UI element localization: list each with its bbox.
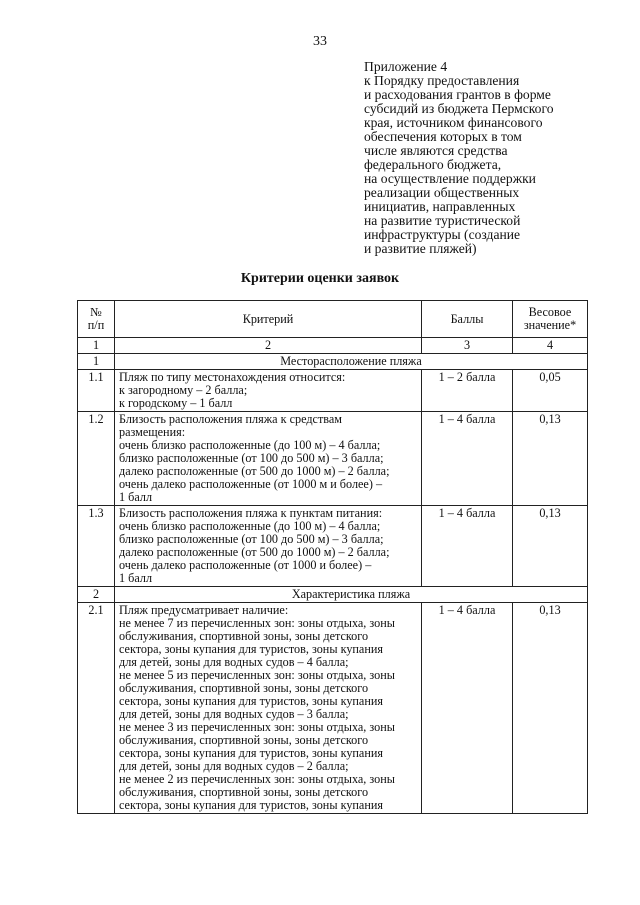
row-criterion <box>115 370 422 412</box>
column-index: 2 <box>115 338 422 354</box>
criteria-table <box>77 300 588 814</box>
row-score: 1 – 2 балла <box>422 370 513 412</box>
row-weight: 0,13 <box>513 412 588 506</box>
criterion-line: не менее 2 из перечисленных зон: зоны отдыха, зоны <box>119 772 395 786</box>
page-number: 33 <box>313 34 327 49</box>
criterion-line: Пляж предусматривает наличие: <box>119 603 289 617</box>
criterion-line: близко расположенные (от 100 до 500 м) – 3 балла; <box>119 532 384 546</box>
appendix-line: и расходования грантов в форме <box>364 87 551 102</box>
document-title: Критерии оценки заявок <box>240 271 400 286</box>
column-index-row <box>78 338 588 354</box>
section-title: Характеристика пляжа <box>115 587 588 603</box>
criterion-line: не менее 5 из перечисленных зон: зоны отдыха, зоны <box>119 668 395 682</box>
criterion-line: для детей, зоны для водных судов – 3 балла; <box>119 707 349 721</box>
header-num-line2: п/п <box>87 318 105 332</box>
table-row <box>78 506 588 587</box>
criterion-line: сектора, зоны купания для туристов, зоны купания <box>119 798 383 812</box>
row-criterion <box>115 412 422 506</box>
criterion-line: размещения: <box>119 425 186 439</box>
row-weight: 0,13 <box>513 603 588 814</box>
criterion-line: далеко расположенные (от 500 до 1000 м) – 2 балла; <box>119 464 390 478</box>
row-number: 1.1 <box>78 370 115 412</box>
column-index: 4 <box>513 338 588 354</box>
appendix-line: к Порядку предоставления <box>364 73 520 88</box>
table-row <box>78 603 588 814</box>
table-body <box>78 354 588 814</box>
criterion-line: не менее 7 из перечисленных зон: зоны отдыха, зоны <box>119 616 395 630</box>
criterion-line: к загородному – 2 балла; <box>119 383 248 397</box>
section-row <box>78 354 588 370</box>
row-number: 1.2 <box>78 412 115 506</box>
header-weight-line1: Весовое <box>528 305 572 319</box>
appendix-line: федерального бюджета, <box>364 157 502 172</box>
criterion-line: обслуживания, спортивной зоны, зоны детского <box>119 681 369 695</box>
criterion-line: сектора, зоны купания для туристов, зоны купания <box>119 694 383 708</box>
header-num-line1: № <box>90 305 102 319</box>
appendix-line: на развитие туристической <box>364 213 521 228</box>
criterion-line: далеко расположенные (от 500 до 1000 м) – 2 балла; <box>119 545 390 559</box>
table-row <box>78 370 588 412</box>
criterion-line: Пляж по типу местонахождения относится: <box>119 370 346 384</box>
row-criterion <box>115 603 422 814</box>
criterion-line: близко расположенные (от 100 до 500 м) – 3 балла; <box>119 451 384 465</box>
section-number: 2 <box>78 587 115 603</box>
row-score: 1 – 4 балла <box>422 603 513 814</box>
row-weight: 0,05 <box>513 370 588 412</box>
appendix-line: инициатив, направленных <box>364 199 516 214</box>
row-number: 1.3 <box>78 506 115 587</box>
row-weight: 0,13 <box>513 506 588 587</box>
section-row <box>78 587 588 603</box>
criterion-line: Близость расположения пляжа к пунктам питания: <box>119 506 383 520</box>
criterion-line: сектора, зоны купания для туристов, зоны купания <box>119 642 383 656</box>
row-criterion <box>115 506 422 587</box>
criterion-line: 1 балл <box>119 571 153 585</box>
appendix-line: числе являются средства <box>364 143 508 158</box>
criterion-line: обслуживания, спортивной зоны, зоны детского <box>119 785 369 799</box>
appendix-line: субсидий из бюджета Пермского <box>364 101 554 116</box>
criterion-line: очень далеко расположенные (от 1000 м и более) – <box>119 477 383 491</box>
section-title: Месторасположение пляжа <box>115 354 588 370</box>
appendix-line: реализации общественных <box>364 185 520 200</box>
header-weight-line2: значение* <box>523 318 577 332</box>
header-num <box>78 301 115 338</box>
header-score: Баллы <box>422 301 513 338</box>
column-index: 1 <box>78 338 115 354</box>
criterion-line: обслуживания, спортивной зоны, зоны детского <box>119 733 369 747</box>
criterion-line: очень далеко расположенные (от 1000 и более) – <box>119 558 372 572</box>
section-number: 1 <box>78 354 115 370</box>
appendix-line: инфраструктуры (создание <box>364 227 521 242</box>
appendix-line: обеспечения которых в том <box>364 129 522 144</box>
table-row <box>78 412 588 506</box>
row-score: 1 – 4 балла <box>422 412 513 506</box>
appendix-line: и развитие пляжей) <box>364 241 477 256</box>
header-weight <box>513 301 588 338</box>
criterion-line: сектора, зоны купания для туристов, зоны купания <box>119 746 383 760</box>
criterion-line: к городскому – 1 балл <box>119 396 233 410</box>
table-header-row <box>78 301 588 338</box>
criterion-line: очень близко расположенные (до 100 м) – 4 балла; <box>119 519 381 533</box>
row-score: 1 – 4 балла <box>422 506 513 587</box>
criterion-line: Близость расположения пляжа к средствам <box>119 412 342 426</box>
row-number: 2.1 <box>78 603 115 814</box>
header-criterion: Критерий <box>115 301 422 338</box>
criterion-line: не менее 3 из перечисленных зон: зоны отдыха, зоны <box>119 720 395 734</box>
criterion-line: обслуживания, спортивной зоны, зоны детского <box>119 629 369 643</box>
appendix-line: Приложение 4 <box>364 59 448 74</box>
criterion-line: очень близко расположенные (до 100 м) – 4 балла; <box>119 438 381 452</box>
appendix-line: края, источником финансового <box>364 115 543 130</box>
criterion-line: для детей, зоны для водных судов – 2 балла; <box>119 759 349 773</box>
appendix-block <box>364 60 604 256</box>
appendix-line: на осуществление поддержки <box>364 171 536 186</box>
column-index: 3 <box>422 338 513 354</box>
criterion-line: для детей, зоны для водных судов – 4 балла; <box>119 655 349 669</box>
criterion-line: 1 балл <box>119 490 153 504</box>
